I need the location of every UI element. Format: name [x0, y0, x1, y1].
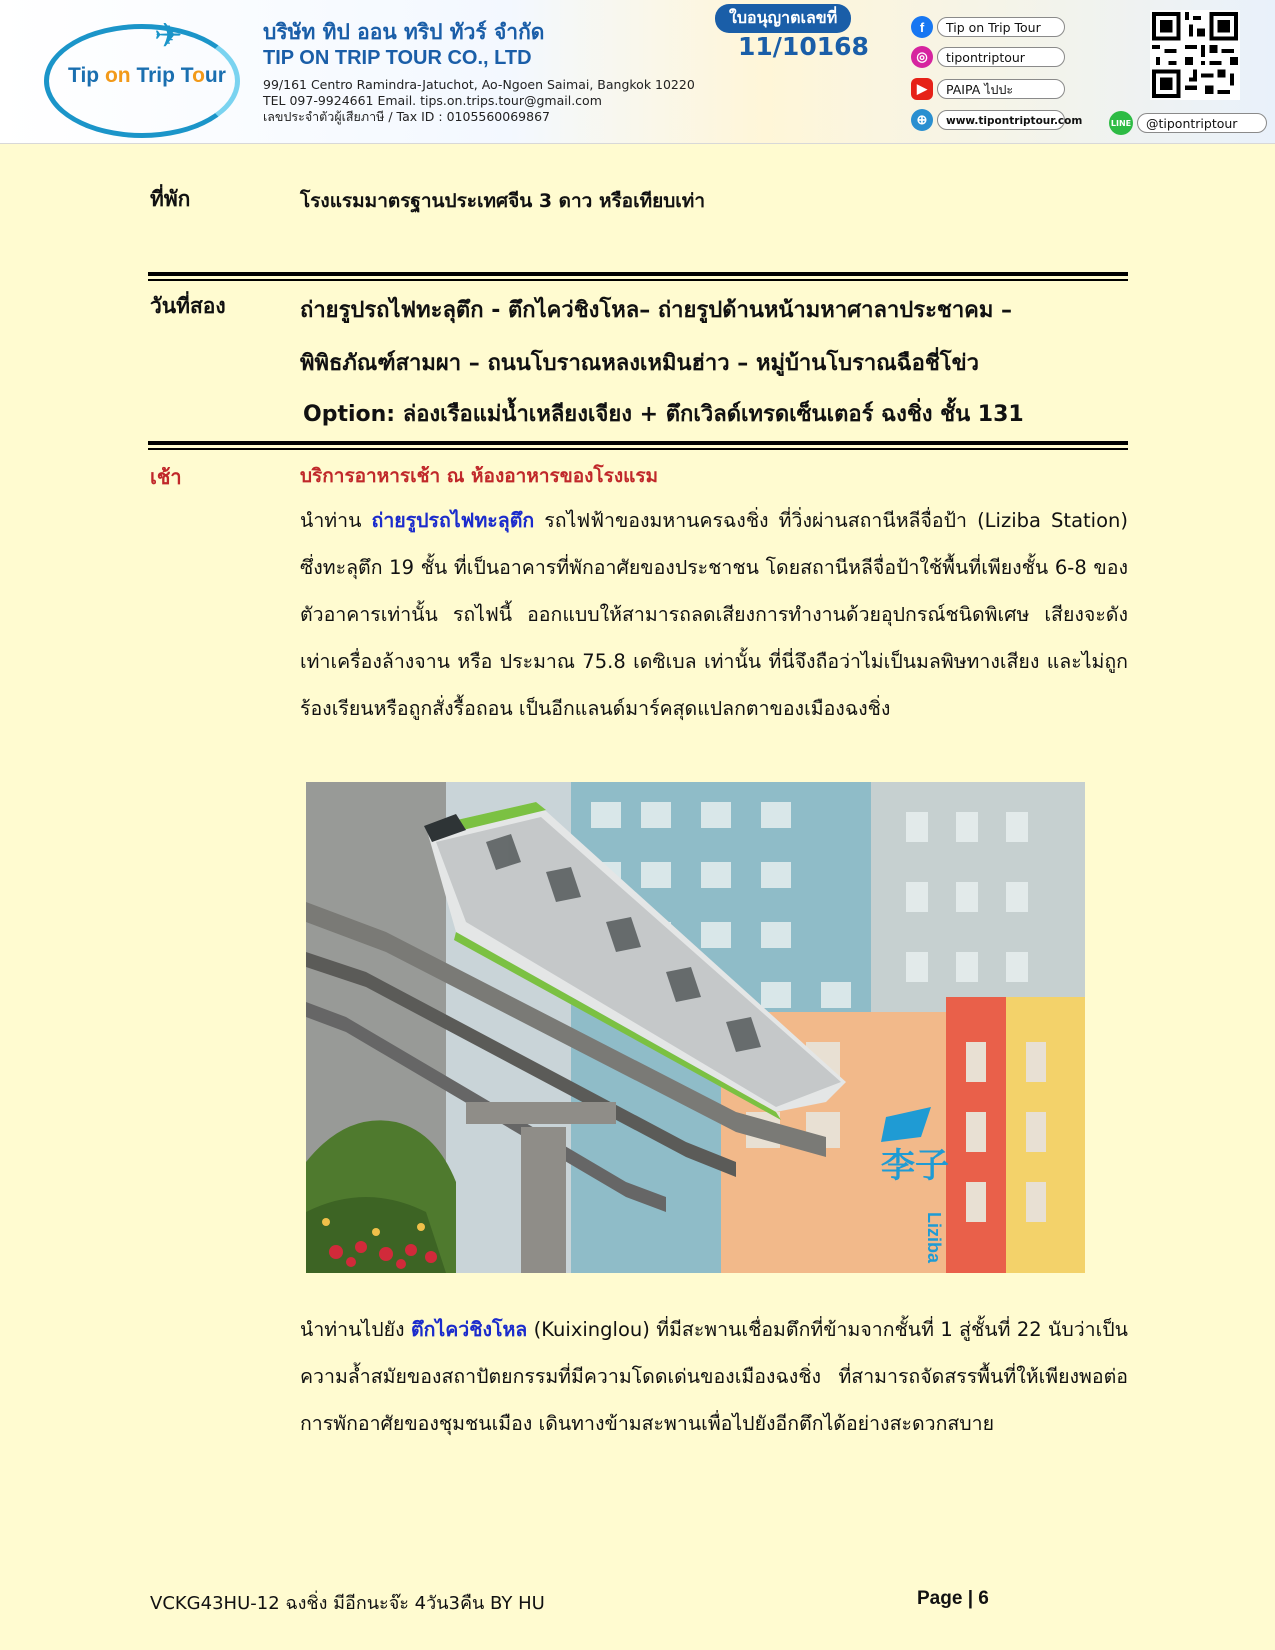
- license-label: ใบอนุญาตเลขที่: [715, 4, 851, 33]
- company-address: [263, 77, 695, 125]
- globe-icon: ⊕: [911, 109, 933, 131]
- company-name-english: TIP ON TRIP TOUR CO., LTD: [263, 47, 532, 69]
- letterhead: [0, 0, 1275, 144]
- facebook-label: Tip on Trip Tour: [937, 17, 1065, 37]
- instagram-label: tipontriptour: [937, 47, 1065, 67]
- company-name-thai: บริษัท ทิป ออน ทริป ทัวร์ จำกัด: [263, 20, 545, 44]
- day-title-line-2: พิพิธภัณฑ์สามผา – ถนนโบราณหลงเหมินฮ่าว – หมู่บ้านโบราณฉือชี่โข่ว: [300, 351, 980, 376]
- line-link[interactable]: [1109, 111, 1267, 135]
- tax-id-line: เลขประจำตัวผู้เสียภาษี / Tax ID : 0105560069867: [263, 109, 550, 124]
- paragraph-kuixinglou: [300, 1306, 1128, 1447]
- youtube-icon: ▶: [911, 78, 933, 100]
- liziba-monorail-photo: [306, 782, 1085, 1273]
- airplane-icon: ✈: [154, 16, 183, 56]
- highlight-kuixinglou: ตึกไคว่ชิงโหล: [410, 1318, 528, 1341]
- website-label: www.tipontriptour.com: [937, 110, 1065, 130]
- station-sign-english: Liziba: [924, 1212, 944, 1264]
- footer-program-code: VCKG43HU-12 ฉงชิ่ง มีอีกนะจ๊ะ 4วัน3คืน BY HU: [150, 1593, 545, 1614]
- divider-top-thin: [148, 279, 1128, 281]
- highlight-monorail: ถ่ายรูปรถไฟทะลุตึก: [371, 509, 535, 532]
- facebook-link[interactable]: [911, 16, 1065, 38]
- day-label: วันที่สอง: [150, 294, 226, 318]
- paragraph-prefix: นำท่าน: [300, 509, 372, 532]
- youtube-label: PAIPA ไปปะ: [937, 79, 1065, 99]
- day-title-line-1: ถ่ายรูปรถไฟทะลุตึก - ตึกไคว่ชิงโหล– ถ่ายรูปด้านหน้ามหาศาลาประชาคม –: [300, 298, 1013, 323]
- station-sign-chinese: 李子: [881, 1146, 949, 1186]
- hotel-label: ที่พัก: [150, 187, 191, 211]
- line-icon: LINE: [1109, 111, 1133, 135]
- morning-description: บริการอาหารเช้า ณ ห้องอาหารของโรงแรม: [300, 465, 659, 487]
- logo-text: Tip on Trip Tour: [68, 64, 226, 87]
- paragraph-body: (Kuixinglou) ที่มีสะพานเชื่อมตึกที่ข้ามจากชั้นที่ 1 สู่ชั้นที่ 22 นับว่าเป็นความล้ำสมัยของสถาปัตยกรรมที่มีความโดดเด่นของเมืองฉงชิ่ง ที่สามารถจัดสรรพื้นที่ให้เพียงพอต่อการพักอาศัยของชุมชนเมือง เดินทางข้ามสะพานเพื่อไปยังอีกตึกได้อย่างสะดวกสบาย: [300, 1318, 1128, 1435]
- contact-line: TEL 097-9924661 Email. tips.on.trips.tour@gmail.com: [263, 93, 602, 108]
- paragraph-prefix: นำท่านไปยัง: [300, 1318, 411, 1341]
- day-title-option: Option: ล่องเรือแม่น้ำเหลียงเจียง + ตึกเวิลด์เทรดเซ็นเตอร์ ฉงชิ่ง ชั้น 131: [303, 402, 1024, 427]
- address-line: 99/161 Centro Ramindra-Jatuchot, Ao-Ngoen Saimai, Bangkok 10220: [263, 77, 695, 92]
- instagram-link[interactable]: [911, 46, 1065, 68]
- facebook-icon: f: [911, 16, 933, 38]
- morning-label: เช้า: [150, 465, 182, 489]
- page-number: Page | 6: [917, 1588, 989, 1609]
- youtube-link[interactable]: [911, 78, 1065, 100]
- paragraph-monorail: [300, 497, 1128, 732]
- line-label: @tipontriptour: [1137, 113, 1267, 133]
- divider-top-thick: [148, 272, 1128, 276]
- license-number: 11/10168: [738, 32, 869, 61]
- divider-bottom-thin: [148, 448, 1128, 450]
- divider-bottom-thick: [148, 441, 1128, 445]
- paragraph-body: รถไฟฟ้าของมหานครฉงชิ่ง ที่วิ่งผ่านสถานีหลีจื่อป้า (Liziba Station) ซึ่งทะลุตึก 19 ชั้น ที่เป็นอาคารที่พักอาศัยของประชาชน โดยสถานีหลีจื่อป้าใช้พื้นที่เพียงชั้น 6-8 ของตัวอาคารเท่านั้น รถไฟนี้ ออกแบบให้สามารถลดเสียงการทำงานด้วยอุปกรณ์ชนิดพิเศษ เสียงจะดังเท่าเครื่องล้างจาน หรือ ประมาณ 75.8 เดซิเบล เท่านั้น ที่นี่จึงถือว่าไม่เป็นมลพิษทางเสียง และไม่ถูกร้องเรียนหรือถูกสั่งรื้อถอน เป็นอีกแลนด์มาร์คสุดแปลกตาของเมืองฉงชิ่ง: [300, 509, 1128, 720]
- company-logo: [44, 14, 234, 129]
- website-link[interactable]: [911, 109, 1083, 131]
- instagram-icon: ◎: [911, 46, 933, 68]
- qr-code[interactable]: [1150, 10, 1240, 100]
- hotel-value: โรงแรมมาตรฐานประเทศจีน 3 ดาว หรือเทียบเท่า: [300, 190, 705, 212]
